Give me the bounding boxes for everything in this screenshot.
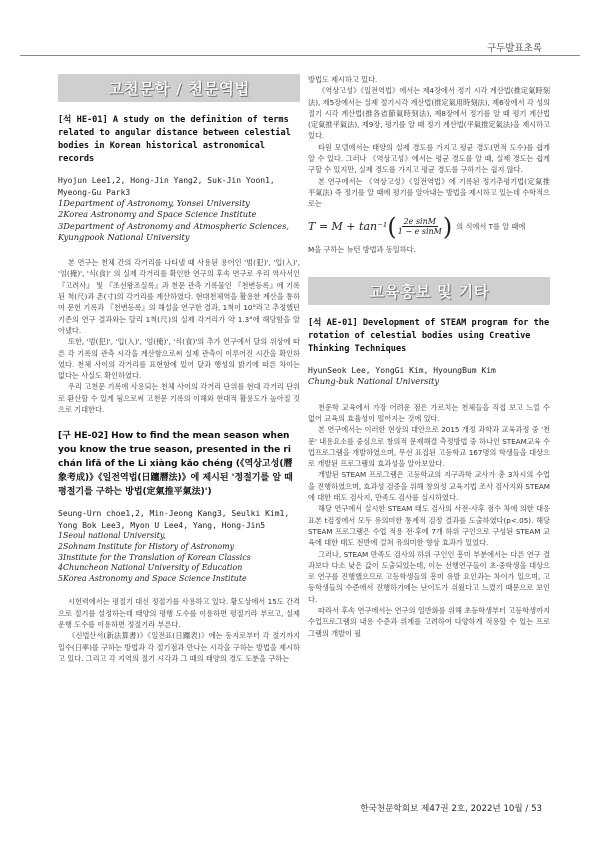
affiliation-he01-3: 3Department of Astronomy and Atmospheric Sciences, Kyungpook National University [58,220,289,242]
formula-tail-text: 의 식에서 T를 알 때에 [456,221,526,231]
body-he02-p5: 본 연구에서는 《역상고성》《일전역법》에 기록된 정기추평기법(定氣推平氣法) 즉 정기를 알 때에 평기를 알아내는 방법을 제시하고 있는데 수학적으로는 [308,176,550,209]
kepler-formula [308,210,550,244]
affiliation-he02-3: 3Institute for the Translation of Korean Classics [58,552,251,562]
formula-after-text: M을 구하는 뉴턴 방법과 동일하다. [308,244,416,254]
body-ae01-p6: 따라서 후속 연구에서는 연구의 일반화를 위해 초등학생부터 고등학생까지 수업프로그램의 내용 수준과 위계를 고려하여 다양하게 적용할 수 있는 프로그램의 개발이 필 [308,606,550,638]
section-banner-education-outreach: 교육홍보 및 기타 [308,277,550,305]
affiliation-he02-5: 5Korea Astronomy and Space Science Institute [58,573,247,583]
abstract-title-he02: [구 HE-02] How to find the mean season when you know the true season, presented in the ri chán lìfǎ of the Li xiàng kǎo chéng (《역상고성(曆象考成)》《일전역법(日躔曆法)》에 제시된 '정절기를 알 때 평절기를 구하는 방법(定氣推平氣法)') [58,431,293,498]
affiliation-he01-1: 1Department of Astronomy, Yonsei University [58,198,250,208]
abstract-title-ae01: [석 AE-01] Development of STEAM program for the rotation of celestial bodies using Creative Thinking Techniques [308,317,550,354]
body-ae01-p2: 본 연구에서는 이러한 현상의 대안으로 2015 개정 과학과 교육과정 중 '천문' 내용요소를 중심으로 창의적 문제해결 측정방법 중 하나인 STEAM교육 수업프로그램을 개발하였으며, 무선 표집된 고등학교 167명의 학생들을 대상으로 개발된 프로그램의 효과성을 알아보았다. [308,425,550,469]
affiliation-he02-4: 4Chuncheon National University of Education [58,563,243,573]
authors-he02: Seung-Urn choe1,2, Min-Jeong Kang3, Seulki Kim1, Yong Bok Lee3, Myon U Lee4, Yang, Hong-Jin5 [58,509,290,530]
body-he02-p2: 《신법산서(新法算書)》《일전표(日躔表)》에는 동지로부터 각 절기까지 일수(日率)를 구하는 방법과 각 절기점과 만나는 시각을 구하는 방법을 제시하고 있다. 그리고 각 지역의 절기 시각과 그 때의 태양의 경도 도분을 구하는 [58,631,300,663]
page-footer: 한국천문학회보 제47권 2호, 2022년 10월 / 53 [360,804,542,814]
affiliation-ae01: Chung-buk National University [308,376,440,387]
formula-lhs: T = M + tan⁻¹ [308,220,388,234]
authors-he01: Hyojun Lee1,2, Hong-Jin Yang2, Suk-Jin Yoon1, Myeong-Gu Park3 [58,176,275,197]
affiliation-he01-2: 2Korea Astronomy and Space Science Institute [58,209,257,220]
body-he02-p1: 시헌력에서는 평절기 대신 정절기를 사용하고 있다. 황도상에서 15도 간격으로 절기를 설정하는데 태양의 평행 도수를 이용하면 평절기라 부르고, 실제 운행 도수를 이용하면 정절기라 부른다. [58,597,300,629]
formula-numerator: 2e sinM [403,217,436,227]
formula-denominator: 1 − e sinM [397,227,442,237]
body-he01-p1: 본 연구는 천체 간의 각거리를 나타낼 때 사용된 용어인 '범(犯)', '입(入)', '엄(掩)', '식(食)' 의 실제 각거리를 확인한 연구의 후속 연구로 우리 역사서인 『고려사』 및 『조선왕조실록』과 천문 관측 기록물인 『천변등록』에 기록된 척(尺)과 촌(寸)의 각거리를 계산하였다. 현대천체역을 활용한 계산을 통하여 문헌 기록과 『천변등록』의 해설을 연구한 결과, 1척이 10°라고 추정했던 기존의 연구 결과와는 달리 1척(尺)의 실제 각거리가 약 1.3°에 해당함을 알아냈다. [58,258,301,335]
body-he02-p3: 《역상고성》《일전역법》에서는 제4장에서 정기 시각 계산법(推定氣時刻法), 제5장에서는 실제 절기시각 계산법(推定氣用時刻法), 제6장에서 각 성의 절기 시각 계산법(推各省節氣時刻法), 제8장에서 정기를 알 때 평기 계산법(定氣推平氣法), 제9장, 평기를 알 때 정기 계산법(平氣推定氣法)을 제시하고 있다. [308,86,550,141]
body-he01-p3: 우리 고천문 기록에 사용되는 천체 사이의 각거리 단위를 현대 각거리 단위로 환산할 수 있게 됨으로써 고천문 기록의 이해와 현대적 활용도가 높아질 것으로 기대한다. [58,382,300,415]
formula-open-paren: ( [387,212,397,241]
left-column [58,74,300,664]
body-ae01-p1: 천문학 교육에서 가장 어려운 점은 가르치는 천체들을 직접 보고 느낄 수 없어 교육의 효율성이 떨어지는 것에 있다. [308,402,550,423]
body-he01-p2: 또한, '범(犯)', '입(入)', '엄(掩)', '식(食)'의 추가 연구에서 달의 위상에 따른 각 기록의 관측 시각을 계산함으로써 실제 관측이 이루어진 시간을 확인하였다. 천체 사이의 각거리를 표현함에 있어 달과 행성의 밝기에 따른 차이는 없다는 사실도 확인하였다. [58,337,300,381]
authors-ae01: HyunSeok Lee, YongGi Kim, HyoungBum Kim [308,365,496,375]
formula-close-paren: ) [442,212,453,241]
body-ae01-p4: 해당 연구에서 실시한 STEAM 태도 검사의 사전-사후 점수 차에 의한 대응 표본 t검정에서 모두 유의미한 통계적 검정 결과를 도출하였다(p<.05). 해당 STEAM 프로그램은 수업 적용 전·후에 7개 하위 구인으로 구성된 STEAM 교육에 대한 태도 전반에 걸쳐 유의미한 향상 효과가 있었다. [308,504,550,548]
affiliation-he02-2: 2Sohnam Institute for History of Astronomy [58,541,235,551]
section-header-label: 구두발표초록 [486,43,542,54]
body-he02-continued: 방법도 제시하고 있다. [308,75,378,84]
body-ae01-p5: 그러나, STEAM 만족도 검사의 하위 구인인 흥미 부분에서는 다른 연구 결과보다 다소 낮은 값이 도출되었는데, 이는 선행연구들이 초·중학생을 대상으로 연구를 진행했으므로 고등학생들의 흥미 유발 요인과는 차이가 있으며, 고등학생들의 수준에서 진행하기에는 난이도가 쉬웠다고 느꼈기 때문으로 보인다. [308,549,550,604]
abstract-title-he01: [석 HE-01] A study on the definition of terms related to angular distance between celestial bodies in Korean historical astronomical records [58,115,291,164]
right-column [308,74,550,639]
body-he02-p4: 타원 모델에서는 태양의 실제 경도를 가지고 평균 경도(면적 도수)를 쉽게 알 수 있다. 그러나 《역상고성》에서는 평균 경도를 알 때, 실제 경도는 쉽게 구할 수 있지만, 실제 경도를 가지고 평균 경도를 구하기는 쉽지 않다. [308,142,550,175]
section-banner-history-astronomy: 고천문학 / 천문역법 [58,74,300,102]
affiliation-he02-1: 1Seoul national University, [58,531,166,541]
formula-fraction [398,217,442,236]
header-rule [20,55,580,56]
body-ae01-p3: 개발된 STEAM 프로그램은 고등학교의 지구과학 교사가 총 3차시의 수업을 진행하였으며, 효과성 검증을 위해 창의성 교육기법 조사 검사지와 STEAM에 대한 태도 검사지, 만족도 검사를 실시하였다. [308,470,550,503]
